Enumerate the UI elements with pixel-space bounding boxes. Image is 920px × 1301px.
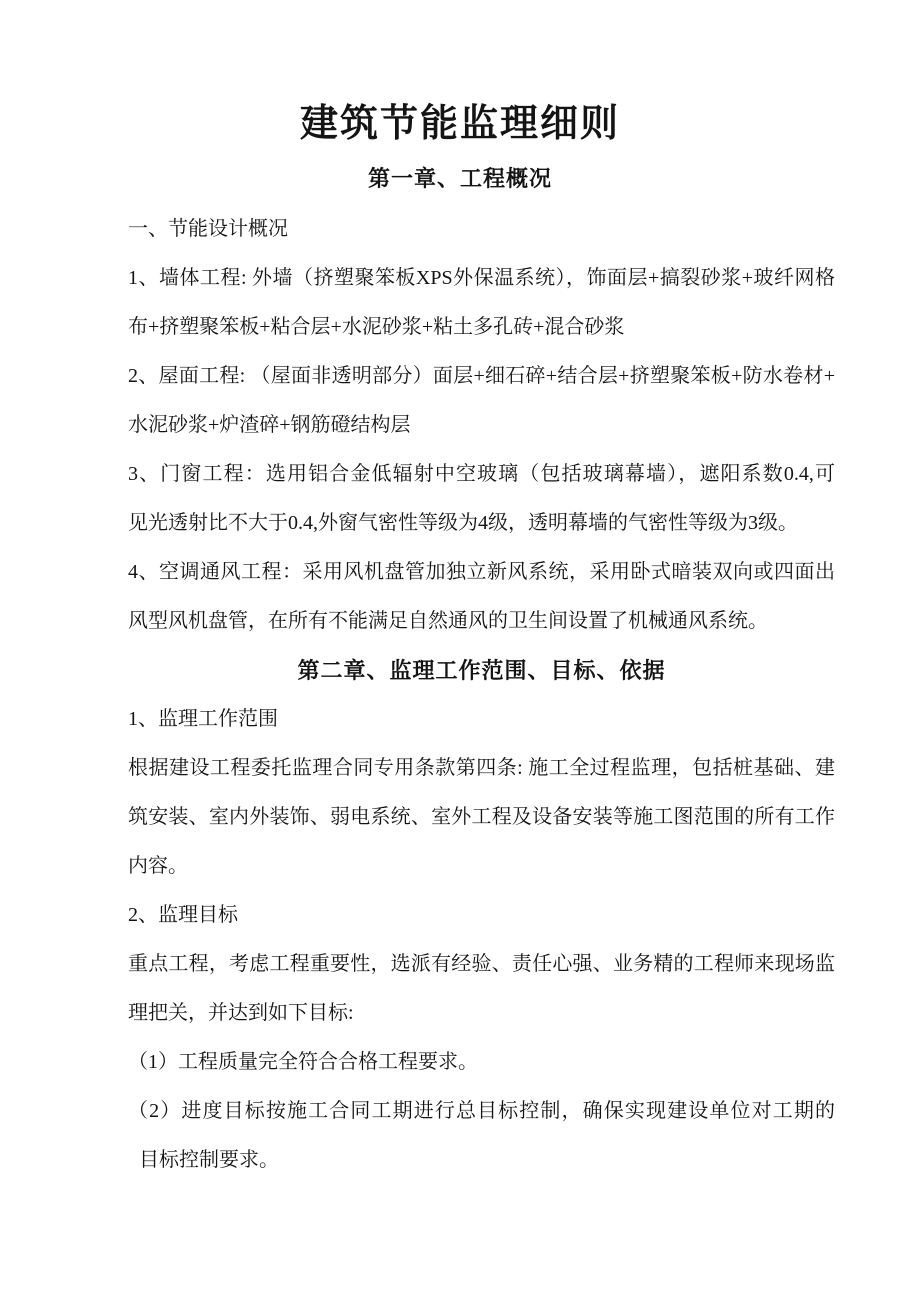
paragraph-line: 2、屋面工程: （屋面非透明部分）面层+细石碎+结合层+挤塑聚笨板+防水卷材+	[128, 365, 835, 387]
paragraph-line: 2、监理目标	[128, 904, 238, 926]
paragraph-line: 内容。	[128, 855, 188, 877]
paragraph-line: 一、节能设计概况	[128, 218, 288, 240]
paragraph-line: 风型风机盘管，在所有不能满足自然通风的卫生间设置了机械通风系统。	[128, 610, 768, 632]
chapter-1-heading: 第一章、工程概况	[367, 166, 552, 191]
paragraph-line: 1、监理工作范围	[128, 708, 278, 730]
paragraph-line: 理把关，并达到如下目标:	[128, 1002, 354, 1024]
paragraph-line: （1）工程质量完全符合合格工程要求。	[128, 1051, 478, 1073]
paragraph-line: （2）进度目标按施工合同工期进行总目标控制，确保实现建设单位对工期的	[128, 1100, 835, 1122]
chapter-2-heading: 第二章、监理工作范围、目标、依据	[297, 658, 666, 683]
document-body	[128, 205, 835, 1185]
paragraph-line: 筑安装、室内外装饰、弱电系统、室外工程及设备安装等施工图范围的所有工作	[128, 806, 835, 828]
paragraph-line: 重点工程，考虑工程重要性，选派有经验、责任心强、业务精的工程师来现场监	[128, 953, 835, 975]
paragraph-line: 见光透射比不大于0.4,外窗气密性等级为4级，透明幕墙的气密性等级为3级。	[128, 512, 798, 534]
paragraph-line: 1、墙体工程: 外墙（挤塑聚笨板XPS外保温系统），饰面层+搞裂砂浆+玻纤网格	[128, 267, 835, 289]
paragraph-line: 目标控制要求。	[139, 1149, 279, 1171]
paragraph-line: 根据建设工程委托监理合同专用条款第四条: 施工全过程监理，包括桩基础、建	[128, 757, 835, 779]
paragraph-line: 3、门窗工程：选用铝合金低辐射中空玻璃（包括玻璃幕墙），遮阳系数0.4,可	[128, 463, 835, 485]
paragraph-line: 布+挤塑聚笨板+粘合层+水泥砂浆+粘土多孔砖+混合砂浆	[128, 316, 625, 338]
paragraph-line: 水泥砂浆+炉渣碎+钢筋磴结构层	[128, 414, 411, 436]
document-title: 建筑节能监理细则	[299, 103, 620, 145]
paragraph-line: 4、空调通风工程：采用风机盘管加独立新风系统，采用卧式暗装双向或四面出	[128, 561, 835, 583]
